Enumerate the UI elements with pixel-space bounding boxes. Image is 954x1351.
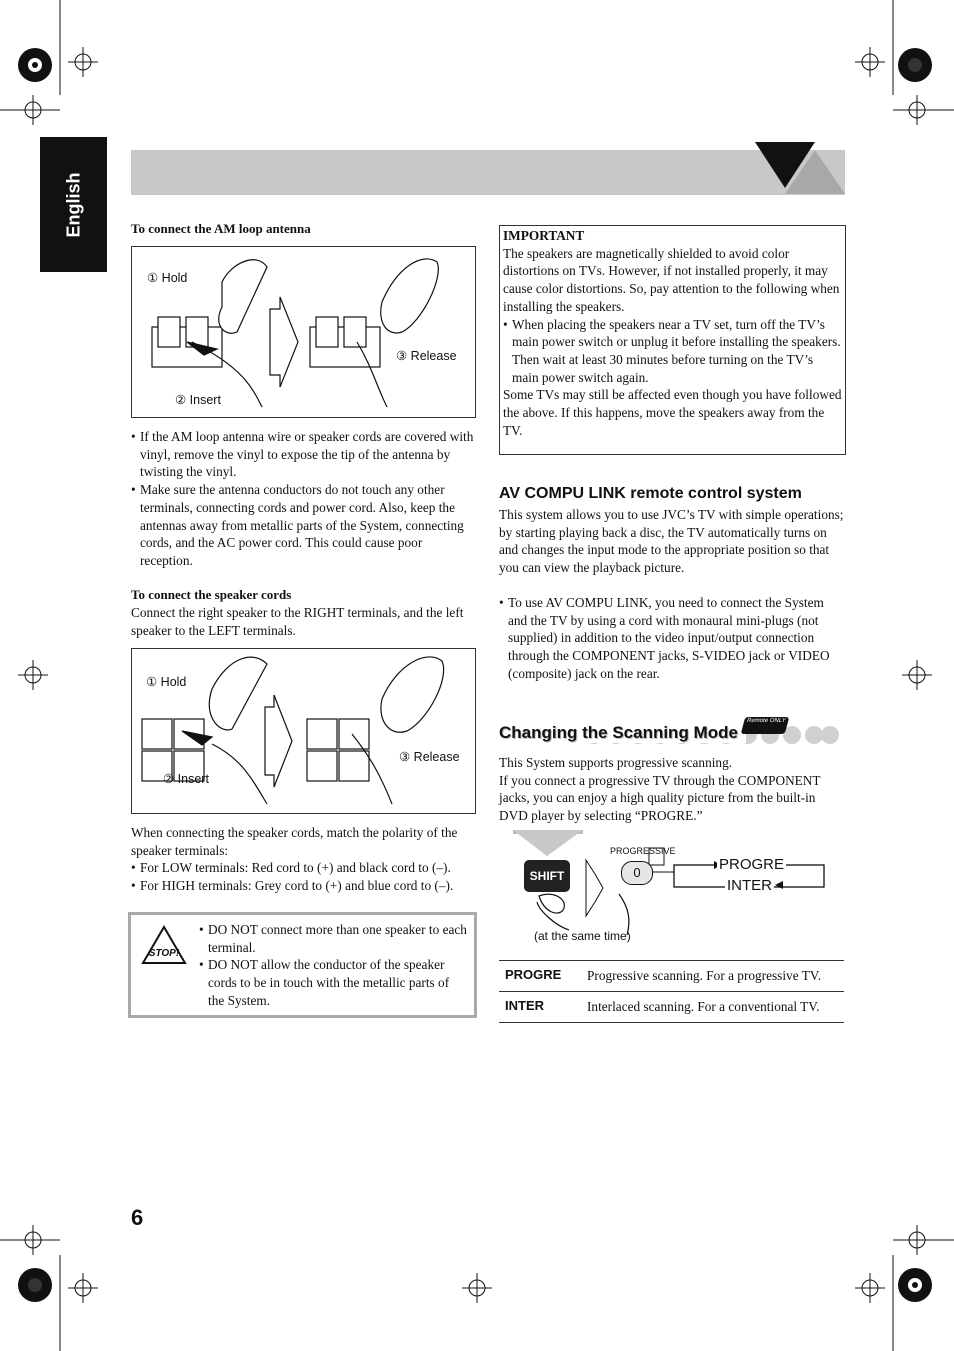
important-title: IMPORTANT xyxy=(503,228,585,243)
am-fig-hold-label: ① Hold xyxy=(147,271,188,285)
table-cell-mode: INTER xyxy=(505,998,544,1013)
list-item: • For LOW terminals: Red cord to (+) and black cord to (–). xyxy=(131,859,476,877)
polarity-text xyxy=(131,824,476,895)
av-compu-title: AV COMPU LINK remote control system xyxy=(499,485,802,502)
important-bullet: When placing the speakers near a TV set, turn off the TV’s main power switch or unplug it before installing the speakers. xyxy=(512,316,841,350)
am-antenna-heading: To connect the AM loop antenna xyxy=(131,221,311,236)
stop-icon-text: STOP! xyxy=(148,948,180,959)
starburst-bottom-left xyxy=(18,1268,52,1302)
stop-warning-box xyxy=(128,912,477,1018)
list-item: • Make sure the antenna conductors do not touch any other terminals, connecting cords and power cord. Also, keep the antennas away from metallic parts of the System, connecting cords, and the AC power cord. This could cause poor reception. xyxy=(131,481,476,570)
am-antenna-bullets xyxy=(131,428,476,570)
av-compu-list xyxy=(499,594,844,683)
table-row xyxy=(499,961,844,992)
list-item: • For HIGH terminals: Grey cord to (+) and blue cord to (–). xyxy=(131,877,476,895)
table-cell-mode: PROGRE xyxy=(505,967,562,982)
table-cell-desc: Progressive scanning. For a progressive TV. xyxy=(587,968,822,983)
important-box xyxy=(499,225,846,455)
header-triangle-icon xyxy=(755,142,847,196)
stop-list xyxy=(199,921,467,1010)
scanning-mode-table xyxy=(499,960,844,1023)
important-outro: Some TVs may still be affected even though you have followed the above. If this happens, move the speakers away from the TV. xyxy=(503,387,842,438)
list-item: • If the AM loop antenna wire or speaker cords are covered with vinyl, remove the vinyl to expose the tip of the antenna by twisting the vinyl. xyxy=(131,428,476,481)
zero-button[interactable] xyxy=(621,861,653,885)
starburst-bottom-right xyxy=(898,1268,932,1302)
list-item xyxy=(503,316,842,387)
starburst-top-right xyxy=(898,48,932,82)
important-intro: The speakers are magnetically shielded to avoid color distortions on TVs. However, if not installed properly, it may cause color distortions. So, pay attention to the following when installing the speakers. xyxy=(503,245,840,314)
scanning-title-bar xyxy=(499,718,844,749)
am-fig-insert-label: ② Insert xyxy=(175,393,221,407)
scanning-title: Changing the Scanning Mode xyxy=(499,723,746,743)
progre-option: PROGRE xyxy=(719,856,785,873)
page-number: 6 xyxy=(131,1205,144,1230)
scanning-figure xyxy=(499,830,844,950)
am-fig-release-label: ③ Release xyxy=(396,349,457,363)
remote-only-badge xyxy=(741,717,790,734)
language-tab-label: English xyxy=(63,171,83,238)
speaker-cords-heading: To connect the speaker cords xyxy=(131,587,292,602)
list-item: • DO NOT connect more than one speaker to each terminal. xyxy=(199,921,467,956)
spk-fig-release-label: ③ Release xyxy=(399,750,460,764)
table-row xyxy=(499,992,844,1023)
inter-option: INTER xyxy=(727,877,772,894)
spk-fig-insert-label: ② Insert xyxy=(163,772,209,786)
progressive-label: PROGRESSIVE xyxy=(610,846,676,856)
speaker-cords-intro: Connect the right speaker to the RIGHT terminals, and the left speaker to the LEFT terminals. xyxy=(131,605,464,638)
important-bullet-cont: Then wait at least 30 minutes before turning on the TV’s main power switch again. xyxy=(512,351,814,385)
speaker-cords-figure xyxy=(131,648,476,814)
same-time-note: (at the same time) xyxy=(534,929,631,943)
spk-fig-hold-label: ① Hold xyxy=(146,675,187,689)
polarity-intro: When connecting the speaker cords, match the polarity of the speaker terminals: xyxy=(131,825,458,858)
zero-button-label: 0 xyxy=(633,865,641,880)
shift-button[interactable] xyxy=(524,860,570,892)
am-antenna-figure xyxy=(131,246,476,418)
remote-only-badge-text: Remote ONLY xyxy=(746,718,787,724)
starburst-top-left xyxy=(18,48,52,82)
polarity-list xyxy=(131,859,476,894)
scanning-text xyxy=(499,754,844,825)
scanning-line1: This System supports progressive scanning. xyxy=(499,755,733,770)
table-cell-desc: Interlaced scanning. For a conventional TV. xyxy=(587,999,820,1014)
important-list xyxy=(503,316,842,387)
list-item: • To use AV COMPU LINK, you need to connect the System and the TV by using a cord with monaural mini-plugs (not supplied) in addition to the video input/output connection through the COMPONENT jacks, S-VIDEO jack or VIDEO (composite) jack on the rear. xyxy=(499,594,844,683)
header-bar xyxy=(131,150,845,195)
scanning-line2: If you connect a progressive TV through the COMPONENT jacks, you can enjoy a high quality picture from the built-in DVD player by selecting “PROGRE.” xyxy=(499,772,821,824)
shift-button-label: SHIFT xyxy=(529,869,565,883)
av-compu-body: This system allows you to use JVC’s TV with simple operations; by starting playing back a disc, the TV automatically turns on and changes the input mode to the appropriate position so that you can view the playback picture. xyxy=(499,507,844,576)
list-item: • DO NOT allow the conductor of the speaker cords to be in touch with the metallic parts of the System. xyxy=(199,956,467,1009)
language-tab xyxy=(40,137,107,272)
stop-warning-icon xyxy=(141,925,187,967)
